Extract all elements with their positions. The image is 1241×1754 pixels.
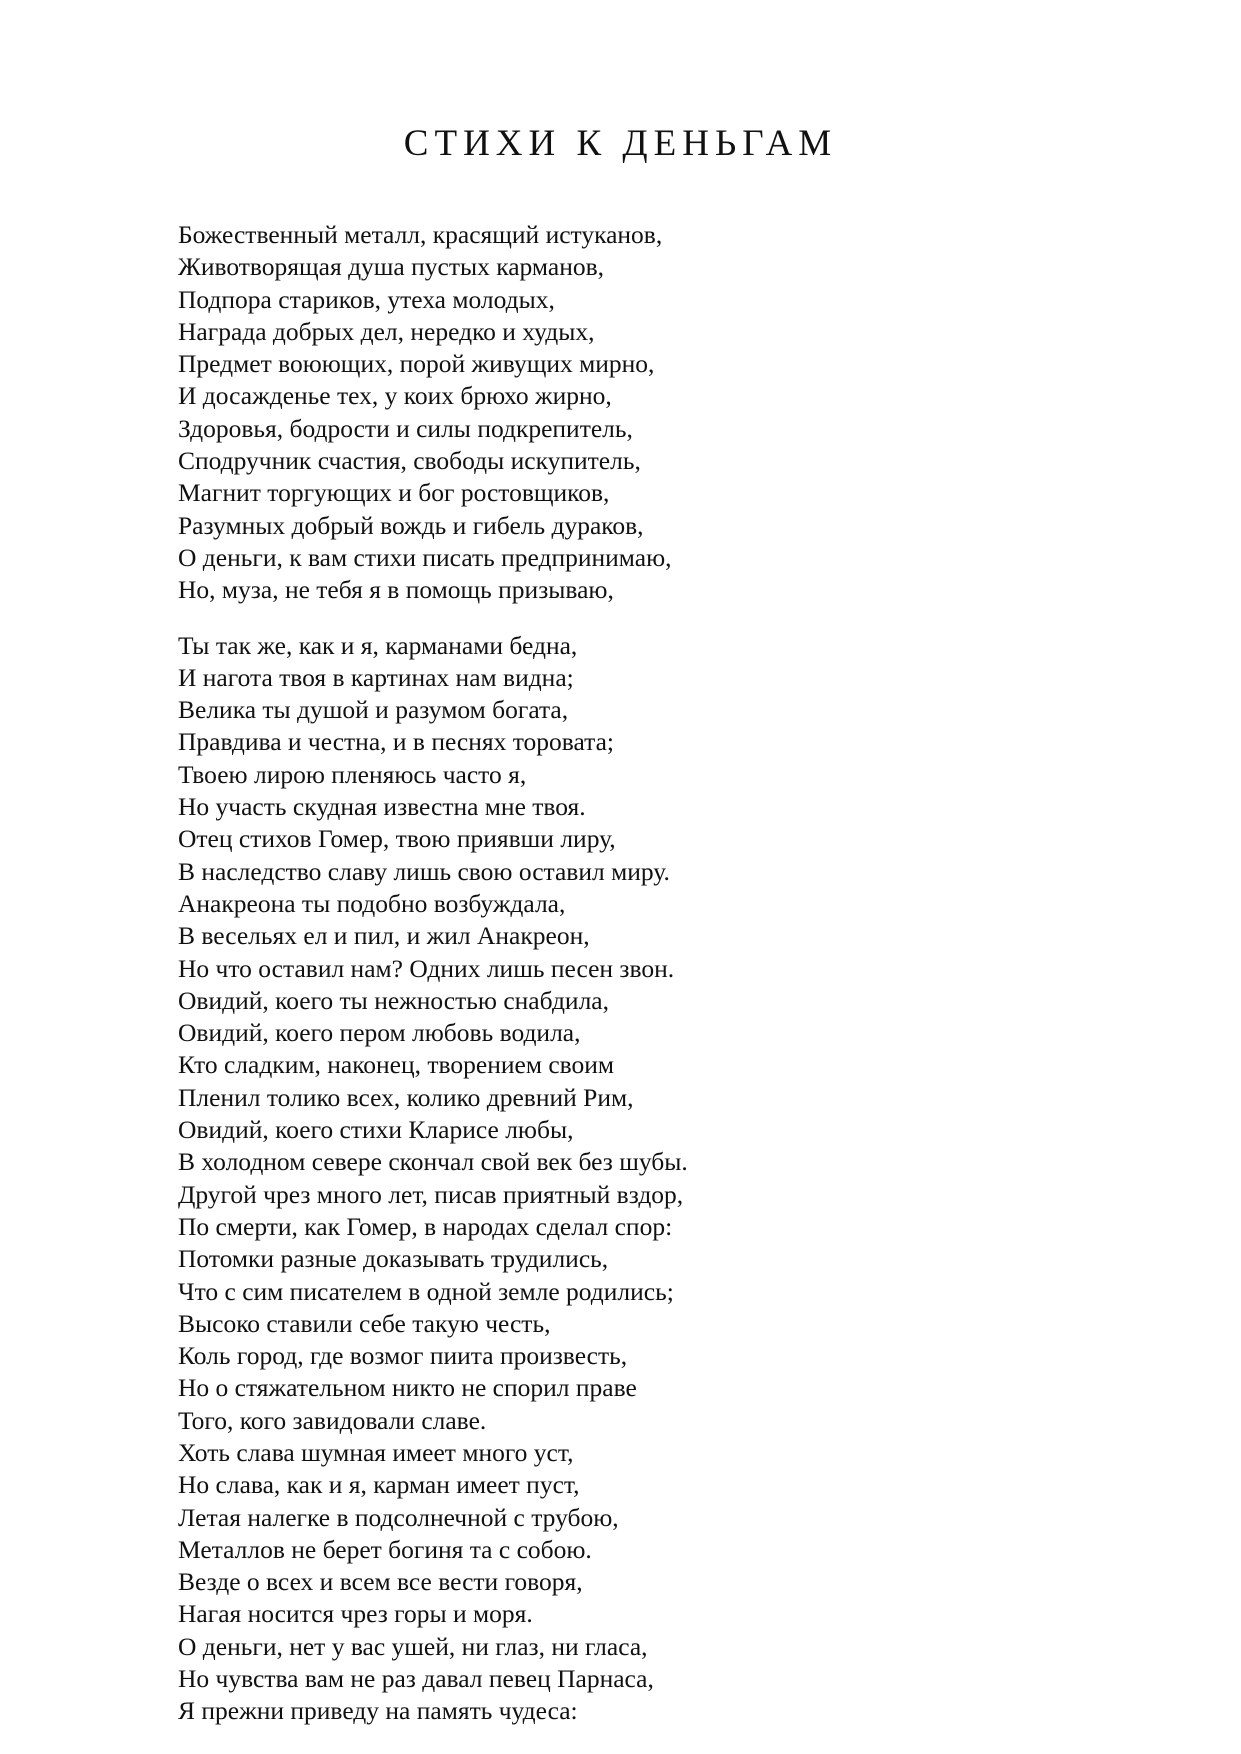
poem-line: Анакреона ты подобно возбуждала,	[178, 888, 566, 918]
poem-line: Металлов не берет богиня та с собою.	[178, 1534, 592, 1564]
poem-line: В наследство славу лишь свою оставил миру.	[178, 856, 670, 886]
poem-line: Везде о всех и всем все вести говоря,	[178, 1567, 583, 1597]
poem-line: Сподручник счастия, свободы искупитель,	[178, 446, 641, 476]
poem-line: Нагая носится чрез горы и моря.	[178, 1599, 533, 1629]
poem-line: Пленил толико всех, колико древний Рим,	[178, 1082, 634, 1112]
poem-line: Что с сим писателем в одной земле родились;	[178, 1276, 674, 1306]
poem-line: Я прежни приведу на память чудеса:	[178, 1696, 578, 1726]
poem-line: Но слава, как и я, карман имеет пуст,	[178, 1470, 580, 1500]
poem-line: Но что оставил нам? Одних лишь песен звон.	[178, 953, 675, 983]
poem-line: Но чувства вам не раз давал певец Парнаса,	[178, 1664, 654, 1694]
poem-line: Разумных добрый вождь и гибель дураков,	[178, 510, 644, 540]
poem-line: Велика ты душой и разумом богата,	[178, 695, 569, 725]
poem-line: Награда добрых дел, нередко и худых,	[178, 316, 595, 346]
poem-line: Но участь скудная известна мне твоя.	[178, 792, 586, 822]
poem-line: Высоко ставили себе такую честь,	[178, 1308, 551, 1338]
poem-line: Предмет воюющих, порой живущих мирно,	[178, 349, 655, 379]
poem-line: Подпора стариков, утеха молодых,	[178, 284, 555, 314]
poem-line: О деньги, к вам стихи писать предпринимаю,	[178, 542, 672, 572]
poem-line: Ты так же, как и я, карманами бедна,	[178, 630, 578, 660]
poem-line: Овидий, коего стихи Кларисе любы,	[178, 1115, 574, 1145]
poem-line: Твоею лирою пленяюсь часто я,	[178, 759, 527, 789]
poem-line: Того, кого завидовали славе.	[178, 1405, 487, 1435]
poem-line: По смерти, как Гомер, в народах сделал спор:	[178, 1211, 673, 1241]
poem-line: Коль город, где возмог пиита произвесть,	[178, 1341, 628, 1371]
poem-line: Животворящая душа пустых карманов,	[178, 252, 605, 282]
poem-line: Овидий, коего ты нежностью снабдила,	[178, 985, 609, 1015]
poem-line: Здоровья, бодрости и силы подкрепитель,	[178, 413, 633, 443]
poem-stanza	[178, 219, 1138, 607]
poem-line: Потомки разные доказывать трудились,	[178, 1244, 609, 1274]
poem-stanza	[178, 630, 1138, 1728]
poem-line: Магнит торгующих и бог ростовщиков,	[178, 478, 610, 508]
poem-line: Правдива и честна, и в песнях торовата;	[178, 727, 615, 757]
poem-line: Кто сладким, наконец, творением своим	[178, 1050, 615, 1080]
poem-line: Отец стихов Гомер, твою приявши лиру,	[178, 824, 616, 854]
poem-line: Но, муза, не тебя я в помощь призываю,	[178, 575, 614, 605]
poem-line: И нагота твоя в картинах нам видна;	[178, 662, 574, 692]
poem-line: О деньги, нет у вас ушей, ни глаз, ни гласа,	[178, 1631, 648, 1661]
poem-line: Овидий, коего пером любовь водила,	[178, 1018, 581, 1048]
poem-title: СТИХИ К ДЕНЬГАМ	[403, 123, 838, 164]
poem-line: Другой чрез много лет, писав приятный вздор,	[178, 1179, 684, 1209]
poem-line: Хоть слава шумная имеет много уст,	[178, 1437, 574, 1467]
poem-line: Божественный металл, красящий истуканов,	[178, 220, 663, 249]
poem-line: Но о стяжательном никто не спорил праве	[178, 1373, 637, 1403]
poem-line: В холодном севере скончал свой век без шубы.	[178, 1147, 688, 1177]
poem-line: Летая налегке в подсолнечной с трубою,	[178, 1502, 619, 1532]
poem-body	[178, 219, 1138, 1728]
poem-line: В весельях ел и пил, и жил Анакреон,	[178, 921, 590, 951]
poem-line: И досажденье тех, у коих брюхо жирно,	[178, 381, 612, 411]
